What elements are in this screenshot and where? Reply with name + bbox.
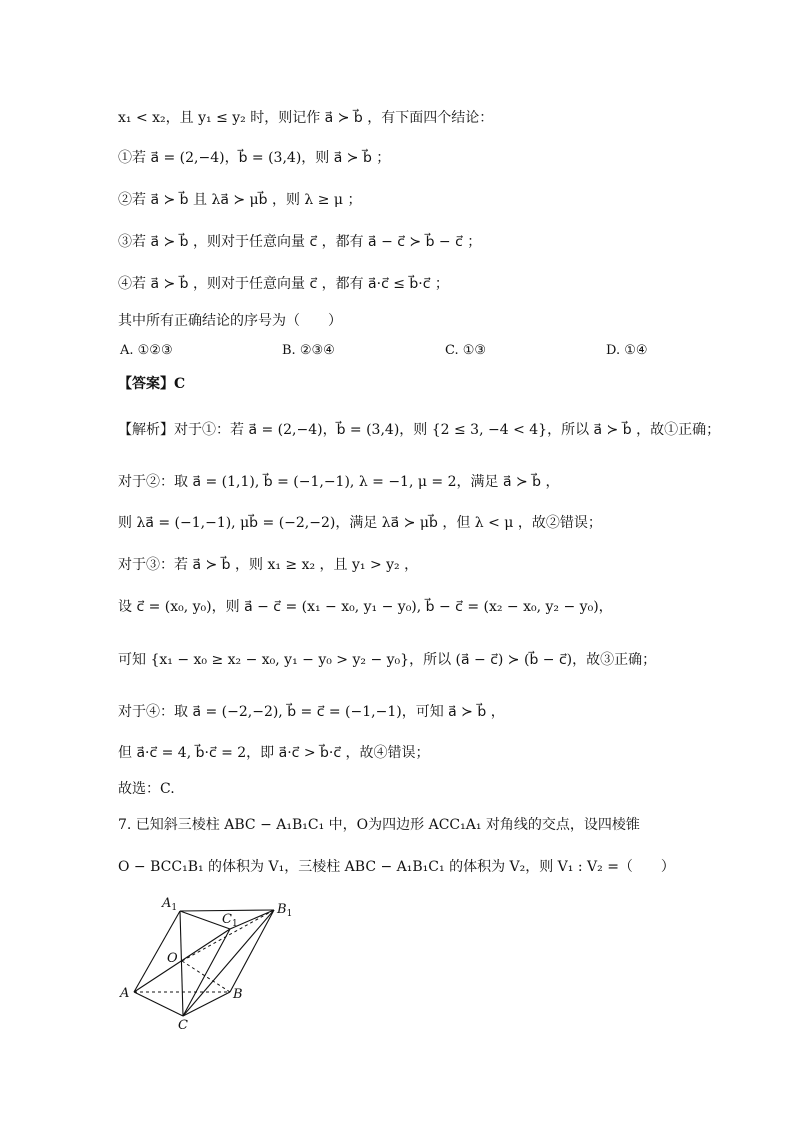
statement-3: ③若 a⃗ ≻ b⃗ ，则对于任意向量 c⃗ ，都有 a⃗ − c⃗ ≻ b⃗ − c⃗ ； [118,234,482,250]
label-c1: $C_1$ [222,912,238,929]
question6-intro: x₁ < x₂，且 y₁ ≤ y₂ 时，则记作 a⃗ ≻ b⃗ ，有下面四个结论： [118,110,494,126]
label-b: B [233,987,243,1002]
analysis-line-5: 设 c⃗ = (x₀, y₀)，则 a⃗ − c⃗ = (x₁ − x₀, y₁ − y₀), b⃗ − c⃗ = (x₂ − x₀, y₂ − y₀)， [118,599,613,615]
label-o: O [167,951,178,966]
edge-c-c1 [183,929,230,1016]
label-a: A [120,986,130,1001]
statement-1: ①若 a⃗ = (2,−4)，b⃗ = (3,4)，则 a⃗ ≻ b⃗ ； [118,150,391,166]
label-c: C [178,1018,188,1030]
choice-c: C. ①③ [445,343,487,358]
question6-prompt: 其中所有正确结论的序号为（ ） [118,313,342,329]
question7-line-2: O − BCC₁B₁ 的体积为 V₁，三棱柱 ABC − A₁B₁C₁ 的体积为 V₂，则 V₁ : V₂ =（ ） [118,859,675,875]
statement-4: ④若 a⃗ ≻ b⃗ ，则对于任意向量 c⃗ ，都有 a⃗·c⃗ ≤ b⃗·c⃗ ； [118,276,449,292]
analysis-line-8: 但 a⃗·c⃗ = 4, b⃗·c⃗ = 2，即 a⃗·c⃗ > b⃗·c⃗ ，故④错误； [118,745,430,761]
statement-2: ②若 a⃗ ≻ b⃗ 且 λa⃗ ≻ μb⃗ ，则 λ ≥ μ ； [118,192,362,208]
analysis-line-4: 对于③：若 a⃗ ≻ b⃗ ，则 x₁ ≥ x₂ ，且 y₁ > y₂ ， [118,557,419,573]
hidden-line-o-b [182,961,230,992]
analysis-line-3: 则 λa⃗ = (−1,−1), μb⃗ = (−2,−2)，满足 λa⃗ ≻ μb⃗ ，但 λ < μ ，故②错误； [118,515,602,531]
choice-d: D. ①④ [606,343,648,358]
label-a1: $A_1$ [162,896,178,913]
analysis-line-9: 故选：C. [118,781,175,797]
label-b1: $B_1$ [277,902,293,919]
choice-b: B. ②③④ [282,343,335,358]
analysis-line-7: 对于④：取 a⃗ = (−2,−2), b⃗ = c⃗ = (−1,−1)，可知 a⃗ ≻ b⃗ ， [118,704,505,720]
answer: 【答案】C [118,376,186,392]
edge-a-c [134,992,183,1016]
question7-line-1: 7. 已知斜三棱柱 ABC − A₁B₁C₁ 中，O为四边形 ACC₁A₁ 对角线的交点，设四棱锥 [118,817,640,833]
analysis-line-2: 对于②：取 a⃗ = (1,1), b⃗ = (−1,−1), λ = −1, μ = 2，满足 a⃗ ≻ b⃗ ， [118,474,560,490]
prism-figure [112,895,302,1030]
choice-a: A. ①②③ [120,343,173,358]
edge-a1-b1 [180,910,274,911]
analysis-line-1: 【解析】对于①：若 a⃗ = (2,−4)，b⃗ = (3,4)，则 {2 ≤ 3, −4 < 4}，所以 a⃗ ≻ b⃗ ，故①正确； [118,422,721,438]
diagonal-c-a1 [180,911,183,1016]
analysis-line-6: 可知 {x₁ − x₀ ≥ x₂ − x₀, y₁ − y₀ > y₂ − y₀}，所以 (a⃗ − c⃗) ≻ (b⃗ − c⃗)，故③正确； [118,652,657,668]
